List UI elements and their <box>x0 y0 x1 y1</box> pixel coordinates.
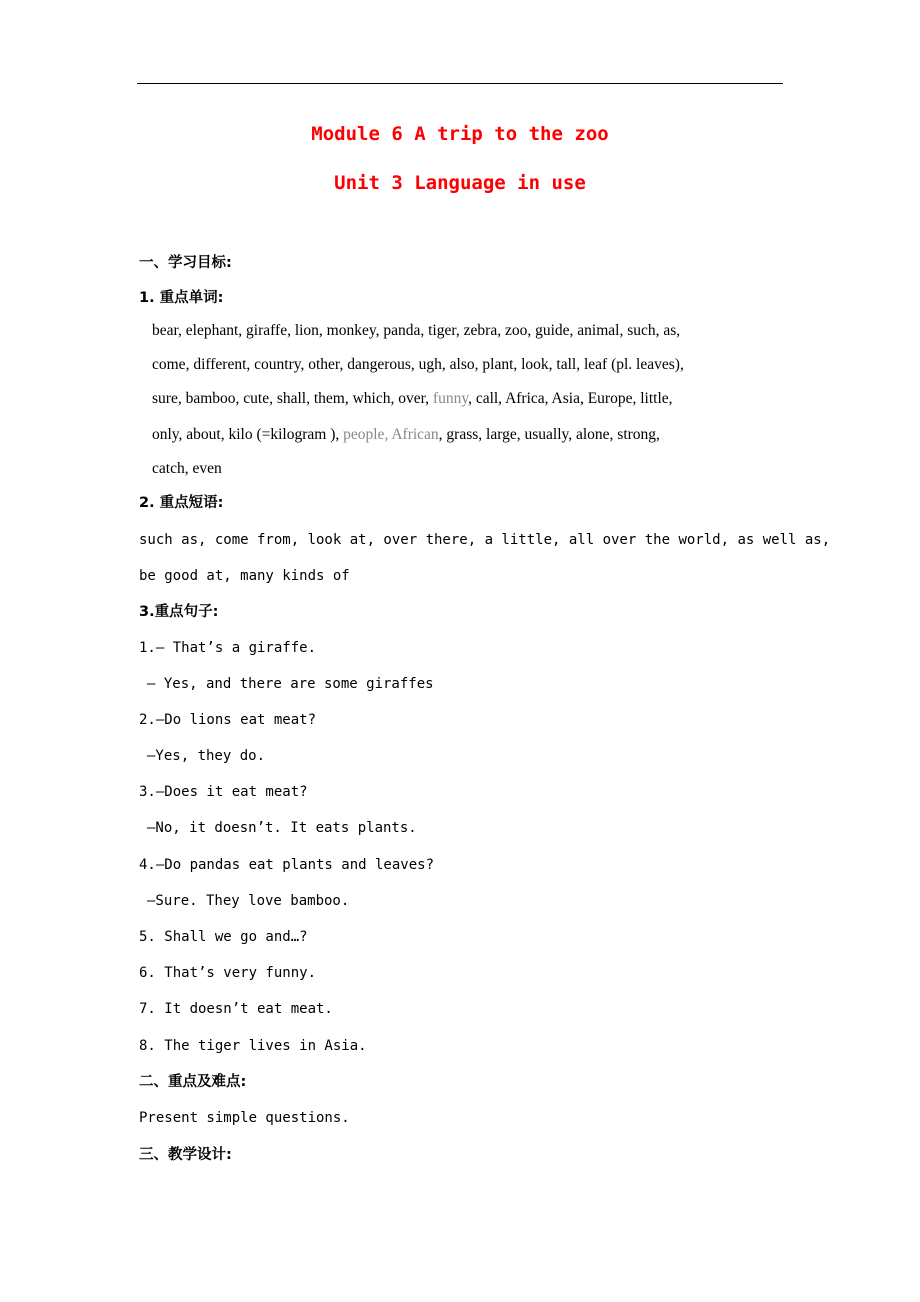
vocab-line-2: come, different, country, other, dangerous, ugh, also, plant, look, tall, leaf (pl. leaves), <box>152 356 684 373</box>
sentence-line: — Yes, and there are some giraffes <box>147 676 434 692</box>
vocab-line-3-faint: funny <box>432 390 469 407</box>
sentence-line: 8. The tiger lives in Asia. <box>139 1038 367 1054</box>
sentence-line: 6. That’s very funny. <box>139 965 317 981</box>
sentence-line: 3.—Does it eat meat? <box>139 784 308 800</box>
header-rule <box>137 83 783 84</box>
sentence-line: 4.—Do pandas eat plants and leaves? <box>139 857 435 873</box>
phrases-line-2: be good at, many kinds of <box>139 568 350 584</box>
section-heading-key-points: 二、重点及难点: <box>139 1074 247 1090</box>
sentences-heading: 3.重点句子: <box>139 604 219 620</box>
section-heading-objectives: 一、学习目标: <box>139 255 232 271</box>
vocab-line-1: bear, elephant, giraffe, lion, monkey, panda, tiger, zebra, zoo, guide, animal, such, as, <box>152 322 681 339</box>
key-points-text: Present simple questions. <box>139 1110 350 1126</box>
section-heading-teaching-design: 三、教学设计: <box>139 1147 232 1163</box>
sentence-line: 5. Shall we go and…? <box>139 929 308 945</box>
vocab-line-3 <box>152 389 673 409</box>
vocab-heading: 1. 重点单词: <box>139 290 224 306</box>
phrases-line-1: such as, come from, look at, over there, a little, all over the world, as well as, <box>139 532 831 548</box>
vocab-line-5: catch, even <box>152 460 222 477</box>
page-subtitle: Unit 3 Language in use <box>334 172 586 194</box>
sentence-line: —Sure. They love bamboo. <box>147 893 350 909</box>
vocab-line-3-end: , call, Africa, Asia, Europe, little, <box>468 390 673 407</box>
sentence-line: 2.—Do lions eat meat? <box>139 712 317 728</box>
vocab-line-3-start: sure, bamboo, cute, shall, them, which, over, <box>152 390 433 407</box>
sentence-line: —Yes, they do. <box>147 748 266 764</box>
vocab-line-4 <box>152 425 660 445</box>
sentence-line: 7. It doesn’t eat meat. <box>139 1001 333 1017</box>
vocab-line-4-start: only, about, kilo (=kilogram ), <box>152 426 344 443</box>
page-title: Module 6 A trip to the zoo <box>311 123 609 145</box>
vocab-line-4-end: , grass, large, usually, alone, strong, <box>438 426 660 443</box>
vocab-line-4-faint: people, African <box>343 426 439 443</box>
sentence-line: 1.— That’s a giraffe. <box>139 640 317 656</box>
phrases-heading: 2. 重点短语: <box>139 495 224 511</box>
sentence-line: —No, it doesn’t. It eats plants. <box>147 820 417 836</box>
